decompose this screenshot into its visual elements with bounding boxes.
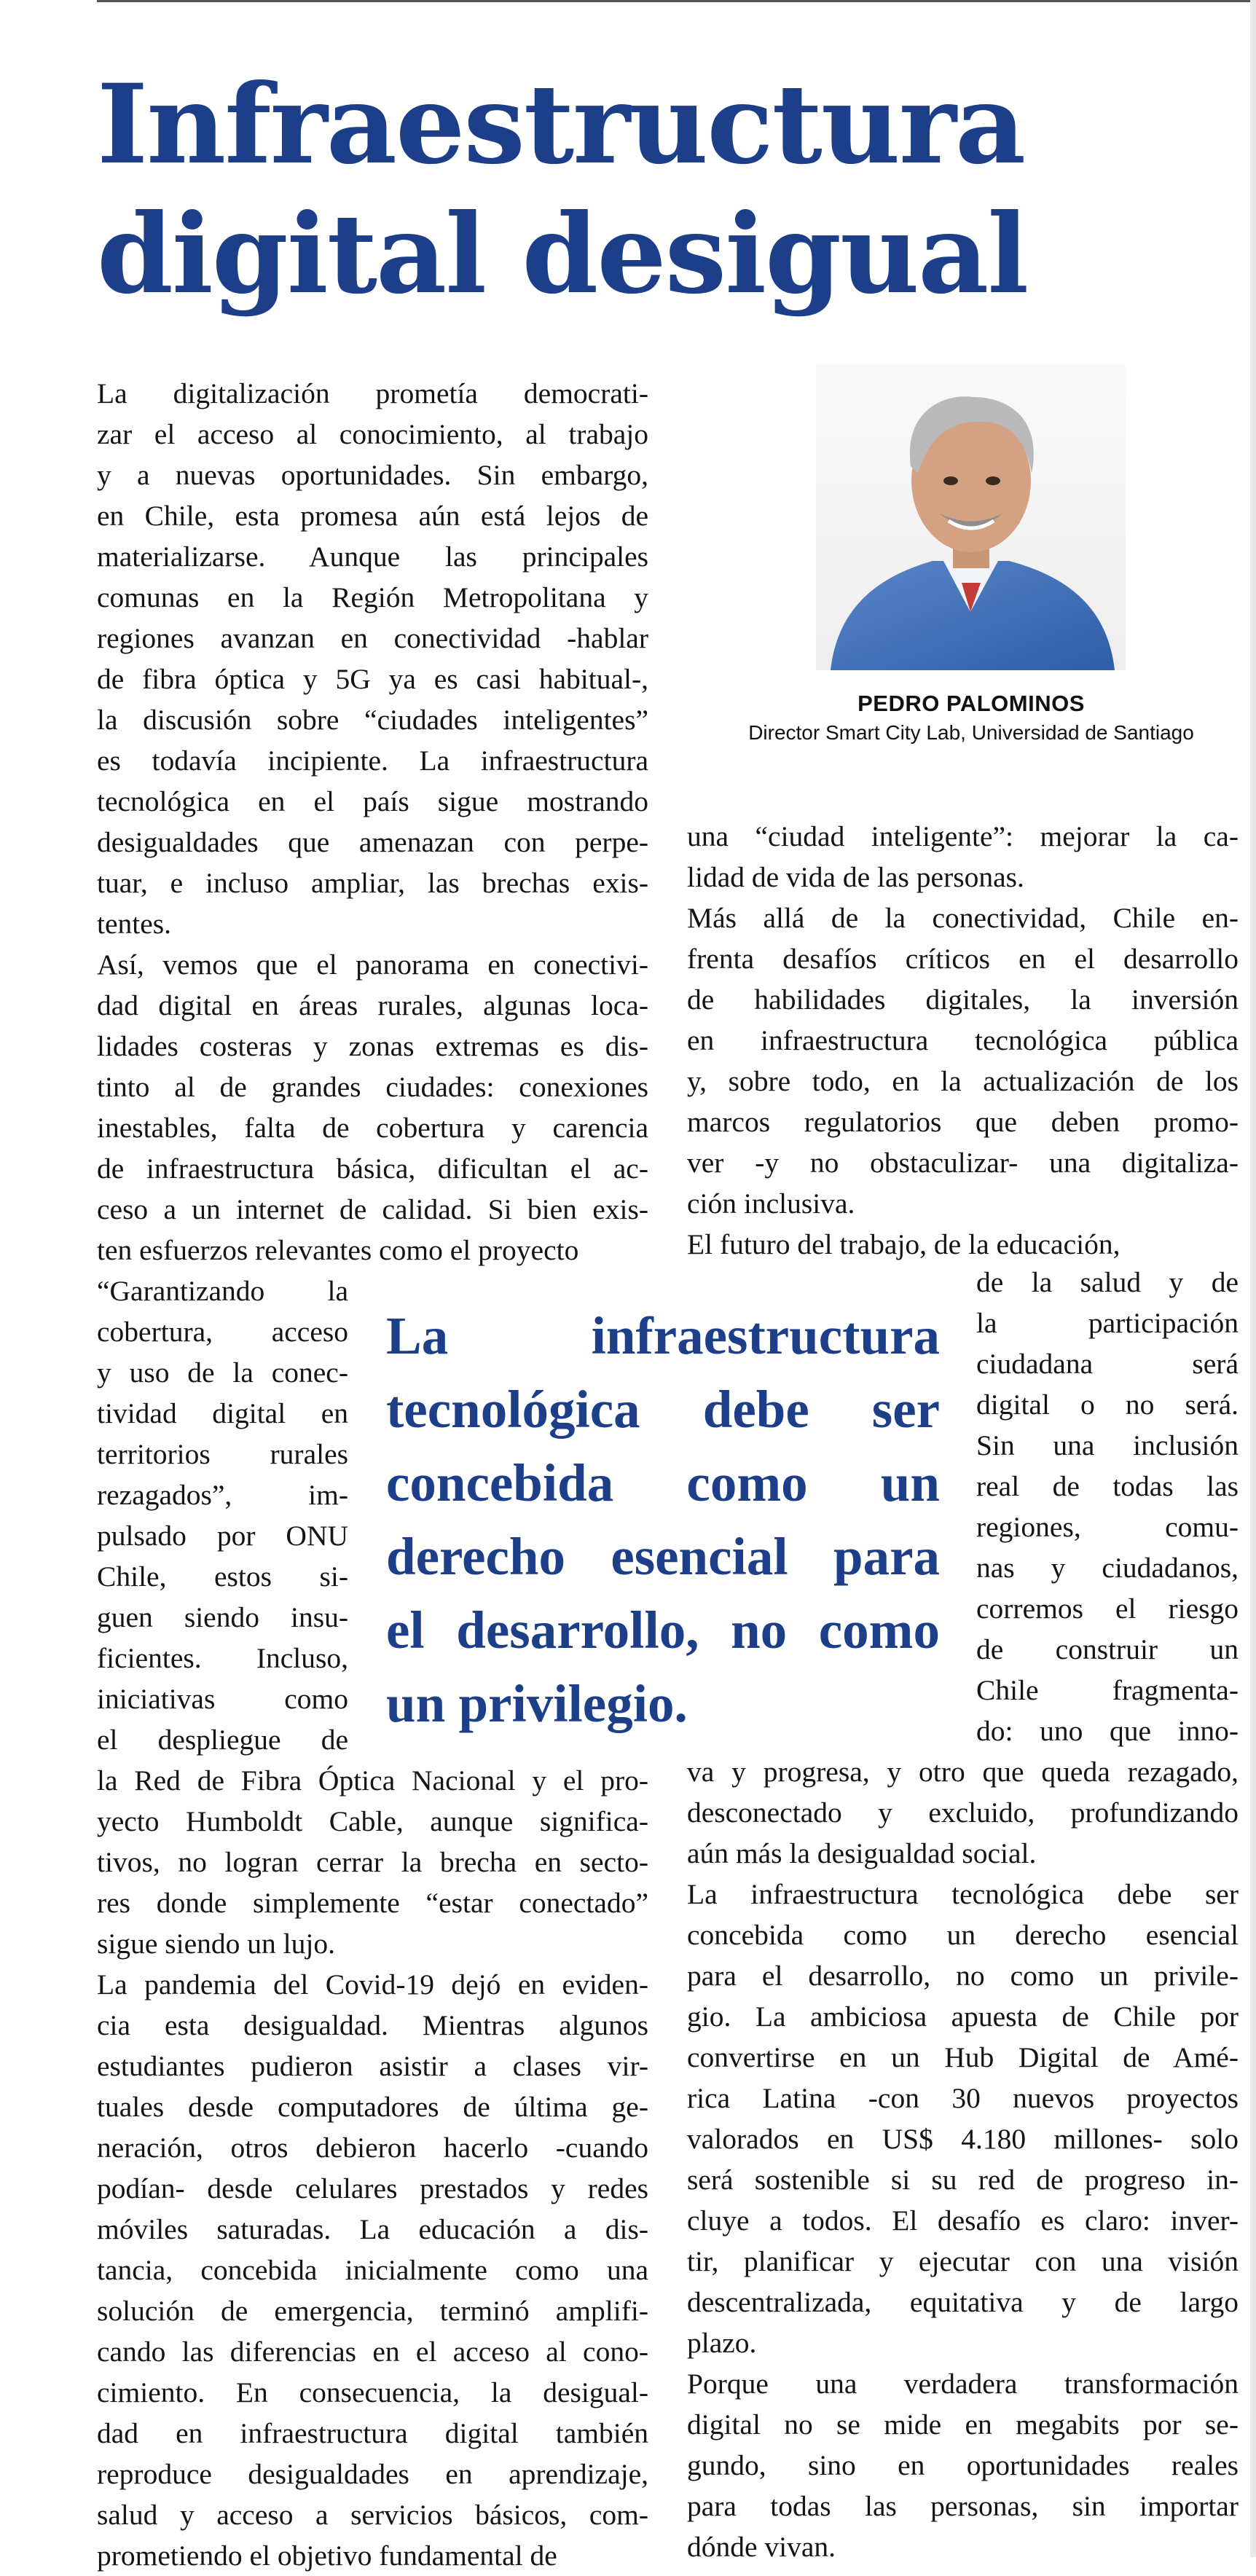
body-text-line: descentralizada, equitativa y de largo — [687, 2286, 1239, 2318]
body-text-line: rica Latina -con 30 nuevos proyectos — [687, 2082, 1239, 2114]
body-text-line: ciudadana será — [976, 1348, 1239, 1380]
author-portrait-image — [816, 364, 1126, 670]
body-text-line: ficientes. Incluso, — [97, 1642, 348, 1674]
pull-quote-line: tecnológica debe ser — [386, 1380, 940, 1439]
body-text-line: tuales desde computadores de última ge- — [97, 2091, 648, 2123]
body-text-line: tuar, e incluso ampliar, las brechas exis- — [97, 867, 648, 899]
body-text-line: para el desarrollo, no como un privile- — [687, 1960, 1239, 1992]
body-text-line: desigualdades que amenazan con perpe- — [97, 826, 648, 858]
body-text-line: Más allá de la conectividad, Chile en- — [687, 902, 1239, 934]
body-text-line: podían- desde celulares prestados y redes — [97, 2172, 648, 2204]
body-text-line: plazo. — [687, 2327, 757, 2359]
pull-quote-line: La infraestructura — [386, 1306, 940, 1365]
body-text-line: lidad de vida de las personas. — [687, 861, 1024, 893]
body-text-line: gundo, sino en oportunidades reales — [687, 2449, 1239, 2481]
body-text-line: salud y acceso a servicios básicos, com- — [97, 2499, 648, 2531]
body-text-line: de construir un — [976, 1633, 1239, 1665]
pull-quote-line: concebida como un — [386, 1453, 940, 1512]
body-text-line: nas y ciudadanos, — [976, 1552, 1239, 1584]
body-text-line: la discusión sobre “ciudades inteligentes” — [97, 704, 648, 736]
body-text-line: zar el acceso al conocimiento, al trabajo — [97, 418, 648, 450]
body-text-line: regiones, comu- — [976, 1511, 1239, 1543]
body-text-line: Chile, estos si- — [97, 1560, 348, 1593]
body-text-line: inestables, falta de cobertura y carencia — [97, 1112, 648, 1144]
pull-quote — [386, 1299, 940, 1740]
page-edge — [1250, 0, 1256, 2557]
body-text-line: La digitalización prometía democrati- — [97, 377, 648, 409]
body-text-line: “Garantizando la — [97, 1275, 348, 1307]
body-text-line: para todas las personas, sin importar — [687, 2490, 1239, 2522]
body-text-line: cando las diferencias en el acceso al cono- — [97, 2336, 648, 2368]
body-text-line: aún más la desigualdad social. — [687, 1837, 1037, 1869]
body-text-line: frenta desafíos críticos en el desarrollo — [687, 943, 1239, 975]
body-text-line: va y progresa, y otro que queda rezagado, — [687, 1756, 1239, 1788]
body-text-line: tecnológica en el país sigue mostrando — [97, 785, 648, 817]
body-text-line: regiones avanzan en conectividad -hablar — [97, 622, 648, 654]
body-text-line: estudiantes pudieron asistir a clases vir- — [97, 2050, 648, 2082]
body-text-line: La infraestructura tecnológica debe ser — [687, 1878, 1239, 1910]
body-text-line: comunas en la Región Metropolitana y — [97, 581, 648, 613]
headline-line-1: Infraestructura — [97, 60, 1025, 189]
body-text-line: de la salud y de — [976, 1266, 1239, 1298]
body-text-line: reproduce desigualdades en aprendizaje, — [97, 2458, 648, 2490]
body-text-line: tivos, no logran cerrar la brecha en secto- — [97, 1846, 648, 1878]
pull-quote-line: un privilegio. — [386, 1674, 688, 1733]
body-text-line: tancia, concebida inicialmente como una — [97, 2254, 648, 2286]
body-text-line: el despliegue de — [97, 1724, 348, 1756]
body-text-line: de fibra óptica y 5G ya es casi habitual-, — [97, 663, 648, 695]
body-text-line: y, sobre todo, en la actualización de los — [687, 1065, 1239, 1097]
body-text-line: dónde vivan. — [687, 2531, 836, 2563]
body-text-line: tentes. — [97, 908, 172, 940]
body-text-line: valorados en US$ 4.180 millones- solo — [687, 2123, 1239, 2155]
body-text-line: en Chile, esta promesa aún está lejos de — [97, 500, 648, 532]
body-text-line: es todavía incipiente. La infraestructura — [97, 745, 648, 777]
body-text-line: y uso de la conec- — [97, 1356, 348, 1389]
body-text-line: prometiendo el objetivo fundamental de — [97, 2540, 557, 2572]
body-text-line: convertirse en un Hub Digital de Amé- — [687, 2041, 1239, 2073]
body-text-line: ten esfuerzos relevantes como el proyecto — [97, 1234, 579, 1266]
body-text-line: real de todas las — [976, 1470, 1239, 1502]
author-photo — [816, 364, 1126, 670]
body-text-line: gio. La ambiciosa apuesta de Chile por — [687, 2000, 1239, 2033]
body-text-line: corremos el riesgo — [976, 1593, 1239, 1625]
body-text-line: tinto al de grandes ciudades: conexiones — [97, 1071, 648, 1103]
body-text-line: tividad digital en — [97, 1397, 348, 1429]
body-text-line: y a nuevas oportunidades. Sin embargo, — [97, 459, 648, 491]
body-text-line: sigue siendo un lujo. — [97, 1928, 335, 1960]
body-text-line: Porque una verdadera transformación — [687, 2368, 1239, 2400]
body-text-line: ver -y no obstaculizar- una digitaliza- — [687, 1147, 1239, 1179]
body-text-line: digital o no será. — [976, 1389, 1239, 1421]
body-text-line: La pandemia del Covid-19 dejó en eviden- — [97, 1968, 648, 2000]
author-name: PEDRO PALOMINOS — [857, 691, 1085, 716]
body-text-line: desconectado y excluido, profundizando — [687, 1796, 1239, 1829]
body-text-line: El futuro del trabajo, de la educación, — [687, 1228, 1120, 1260]
body-text-line: la participación — [976, 1307, 1239, 1339]
body-text-line: ción inclusiva. — [687, 1187, 855, 1220]
body-text-line: tir, planificar y ejecutar con una visión — [687, 2245, 1239, 2277]
body-text-line: ceso a un internet de calidad. Si bien exis- — [97, 1193, 648, 1225]
body-text-line: cluye a todos. El desafío es claro: inver- — [687, 2204, 1239, 2237]
body-text-line: de habilidades digitales, la inversión — [687, 983, 1239, 1016]
body-text-line: res donde simplemente “estar conectado” — [97, 1887, 648, 1919]
body-text-line: concebida como un derecho esencial — [687, 1919, 1239, 1951]
body-text-line: marcos regulatorios que deben promo- — [687, 1106, 1239, 1138]
body-text-line: rezagados”, im- — [97, 1479, 348, 1511]
body-text-line: digital no se mide en megabits por se- — [687, 2408, 1239, 2440]
body-text-line: móviles saturadas. La educación a dis- — [97, 2213, 648, 2245]
top-rule — [97, 0, 1256, 2]
body-text-line: Chile fragmenta- — [976, 1674, 1239, 1706]
headline-line-2: digital desigual — [97, 190, 1028, 318]
body-text-line: una “ciudad inteligente”: mejorar la ca- — [687, 820, 1239, 852]
body-text-line: Sin una inclusión — [976, 1429, 1239, 1461]
body-text-line: cimiento. En consecuencia, la desigual- — [97, 2376, 648, 2408]
body-text-line: será sostenible si su red de progreso in- — [687, 2164, 1239, 2196]
body-text-line: lidades costeras y zonas extremas es dis- — [97, 1030, 648, 1062]
pull-quote-line: el desarrollo, no como — [386, 1601, 940, 1660]
body-text-line: materializarse. Aunque las principales — [97, 541, 648, 573]
body-text-line: guen siendo insu- — [97, 1601, 348, 1633]
body-text-line: dad digital en áreas rurales, algunas loca- — [97, 989, 648, 1021]
pull-quote-line: derecho esencial para — [386, 1527, 940, 1586]
body-text-line: de infraestructura básica, dificultan el ac- — [97, 1152, 648, 1185]
body-text-line: neración, otros debieron hacerlo -cuando — [97, 2132, 648, 2164]
body-text-line: cia esta desigualdad. Mientras algunos — [97, 2009, 648, 2041]
body-text-line: dad en infraestructura digital también — [97, 2417, 648, 2449]
body-text-line: la Red de Fibra Óptica Nacional y el pro- — [97, 1764, 648, 1796]
body-text-line: solución de emergencia, terminó amplifi- — [97, 2295, 648, 2327]
author-role: Director Smart City Lab, Universidad de Santiago — [748, 721, 1194, 744]
body-text-line: territorios rurales — [97, 1438, 348, 1470]
body-text-line: yecto Humboldt Cable, aunque significa- — [97, 1805, 648, 1837]
body-text-line: cobertura, acceso — [97, 1316, 348, 1348]
body-text-line: en infraestructura tecnológica pública — [687, 1024, 1239, 1056]
headline — [97, 60, 1233, 319]
body-text-line: do: uno que inno- — [976, 1715, 1239, 1747]
body-text-line: iniciativas como — [97, 1683, 348, 1715]
body-text-line: Así, vemos que el panorama en conectivi- — [97, 949, 648, 981]
body-text-line: pulsado por ONU — [97, 1520, 348, 1552]
